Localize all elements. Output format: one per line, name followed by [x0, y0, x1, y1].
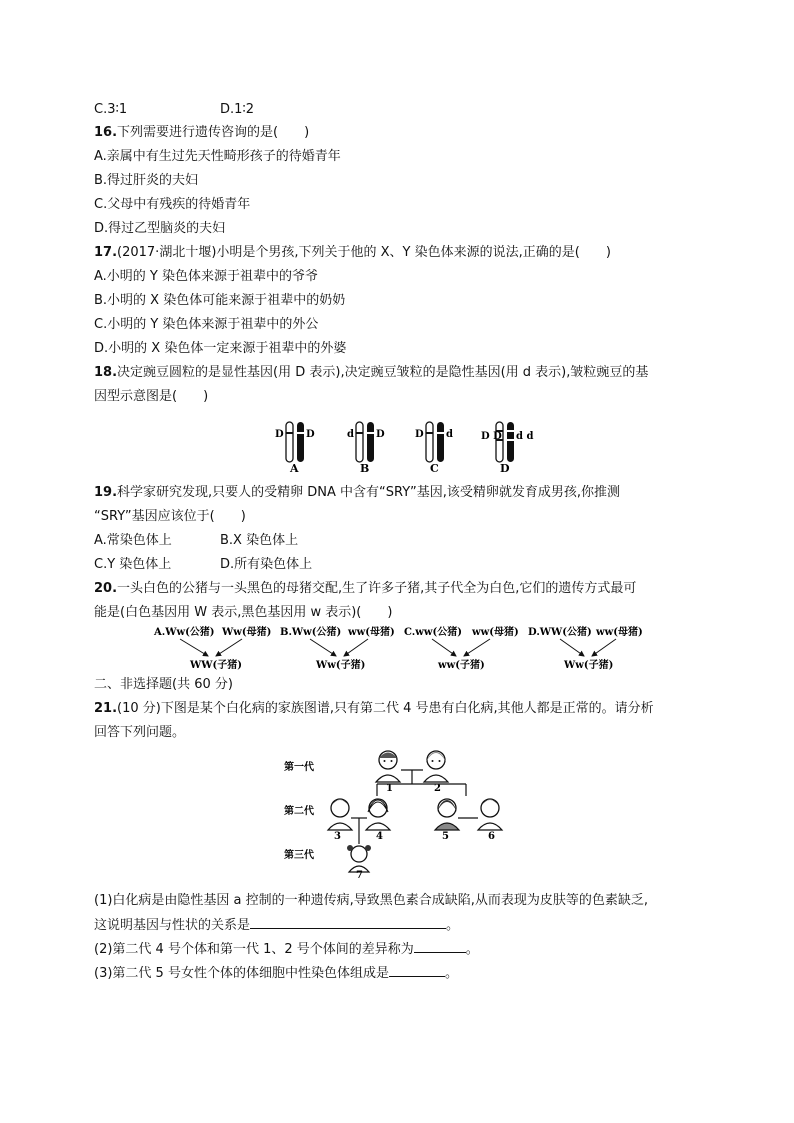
q21-stem: 21.(10 分)下图是某个白化病的家族图谱,只有第二代 4 号患有白化病,其他人都是正常的。请分析: [94, 701, 654, 716]
gene-label: d: [446, 429, 453, 440]
gene-label: D: [306, 429, 315, 440]
gene-label: d d: [516, 431, 534, 442]
cross-b: [280, 625, 395, 671]
q19-stem-cont: “SRY”基因应该位于( ): [94, 509, 246, 524]
person-1-grandfather-icon: [376, 751, 400, 782]
answer-blank-1[interactable]: [250, 916, 446, 929]
person-id-3: 3: [334, 831, 341, 842]
option-label-b: B: [360, 462, 370, 475]
q17-option-d: D.小明的 X 染色体一定来源于祖辈中的外婆: [94, 341, 347, 356]
cross-d: [528, 625, 643, 671]
chromosome-pair-b: [347, 422, 385, 475]
q19-stem: 19.科学家研究发现,只要人的受精卵 DNA 中含有“SRY”基因,该受精卵就发育成男孩,你推测: [94, 485, 620, 500]
cross-mother: ww(母猪): [348, 627, 395, 638]
q16-option-b: B.得过肝炎的夫妇: [94, 173, 199, 188]
answer-blank-2[interactable]: [414, 940, 466, 953]
person-7-child-icon: [347, 845, 371, 872]
person-id-2: 2: [434, 783, 441, 794]
chromosome-pair-d: [481, 422, 533, 475]
person-id-7: 7: [356, 870, 363, 881]
person-id-6: 6: [488, 831, 495, 842]
cross-child: Ww(子猪): [564, 660, 614, 671]
cross-c: [404, 625, 519, 671]
q18-stem: 18.决定豌豆圆粒的是显性基因(用 D 表示),决定豌豆皱粒的是隐性基因(用 d 表示),皱粒豌豆的基: [94, 365, 649, 380]
person-6-icon: [478, 799, 502, 830]
generation-label-1: 第一代: [284, 762, 314, 773]
cross-mother: Ww(母猪): [222, 627, 272, 638]
q19-option-a: A.常染色体上: [94, 533, 172, 548]
cross-a: [153, 625, 271, 671]
option-label-d: D: [500, 462, 510, 475]
q15-option-d: D.1∶2: [220, 102, 255, 117]
chromosome-pair-a: [275, 422, 315, 475]
cross-mother: ww(母猪): [596, 627, 643, 638]
gene-label: D: [275, 429, 284, 440]
person-5-icon: [435, 799, 459, 830]
q17-option-b: B.小明的 X 染色体可能来源于祖辈中的奶奶: [94, 293, 346, 308]
q16-option-c: C.父母中有残疾的待婚青年: [94, 197, 251, 212]
person-2-grandmother-icon: [424, 751, 448, 782]
person-id-4: 4: [376, 831, 383, 842]
q16-option-d: D.得过乙型脑炎的夫妇: [94, 221, 226, 236]
option-label-c: C: [430, 462, 439, 475]
cross-options-figure: [150, 622, 650, 672]
q18-stem-cont: 因型示意图是( ): [94, 389, 209, 404]
q15-option-c: C.3∶1: [94, 102, 128, 117]
q17-stem: 17.(2017·湖北十堰)小明是个男孩,下列关于他的 X、Y 染色体来源的说法,正确的是( ): [94, 245, 611, 260]
generation-label-3: 第三代: [284, 850, 314, 861]
pedigree-figure: [280, 744, 520, 881]
q16-stem: 16.下列需要进行遗传咨询的是( ): [94, 125, 310, 140]
q19-option-b: B.X 染色体上: [220, 533, 299, 548]
cross-child: WW(子猪): [190, 660, 242, 671]
q20-stem: 20.一头白色的公猪与一头黑色的母猪交配,生了许多子猪,其子代全为白色,它们的遗传方式最可: [94, 581, 637, 596]
cross-child: ww(子猪): [438, 660, 485, 671]
q21-sub3: (3)第二代 5 号女性个体的体细胞中性染色体组成是 。: [94, 966, 458, 981]
q17-option-a: A.小明的 Y 染色体来源于祖辈中的爷爷: [94, 269, 319, 284]
cross-father: B.Ww(公猪): [280, 627, 342, 638]
q21-sub1-cont: 这说明基因与性状的关系是 。: [94, 918, 460, 933]
person-3-icon: [328, 799, 352, 830]
q17-option-c: C.小明的 Y 染色体来源于祖辈中的外公: [94, 317, 319, 332]
gene-label: D: [415, 429, 424, 440]
chromosome-pair-c: [415, 422, 453, 475]
gene-label: D: [376, 429, 385, 440]
cross-father: C.ww(公猪): [404, 627, 462, 638]
answer-blank-3[interactable]: [389, 964, 445, 977]
cross-mother: ww(母猪): [472, 627, 519, 638]
gene-label: d: [347, 429, 354, 440]
q21-sub2: (2)第二代 4 号个体和第一代 1、2 号个体间的差异称为 。: [94, 942, 479, 957]
person-id-1: 1: [386, 783, 393, 794]
cross-father: D.WW(公猪): [528, 627, 592, 638]
q19-option-d: D.所有染色体上: [220, 557, 313, 572]
person-4-albino-icon: [366, 799, 390, 830]
section-heading: 二、非选择题(共 60 分): [94, 677, 233, 692]
q21-sub1: (1)白化病是由隐性基因 a 控制的一种遗传病,导致黑色素合成缺陷,从而表现为皮肤等的色素缺乏,: [94, 893, 649, 908]
q16-option-a: A.亲属中有生过先天性畸形孩子的待婚青年: [94, 149, 341, 164]
q21-stem-cont: 回答下列问题。: [94, 725, 186, 740]
generation-label-2: 第二代: [284, 806, 314, 817]
q19-option-c: C.Y 染色体上: [94, 557, 172, 572]
q20-stem-cont: 能是(白色基因用 W 表示,黑色基因用 w 表示)( ): [94, 605, 393, 620]
chromosome-figure: [270, 418, 534, 475]
person-id-5: 5: [442, 831, 449, 842]
cross-child: Ww(子猪): [316, 660, 366, 671]
option-label-a: A: [290, 462, 299, 475]
gene-label: D D: [481, 431, 502, 442]
cross-father: A.Ww(公猪): [154, 627, 215, 638]
